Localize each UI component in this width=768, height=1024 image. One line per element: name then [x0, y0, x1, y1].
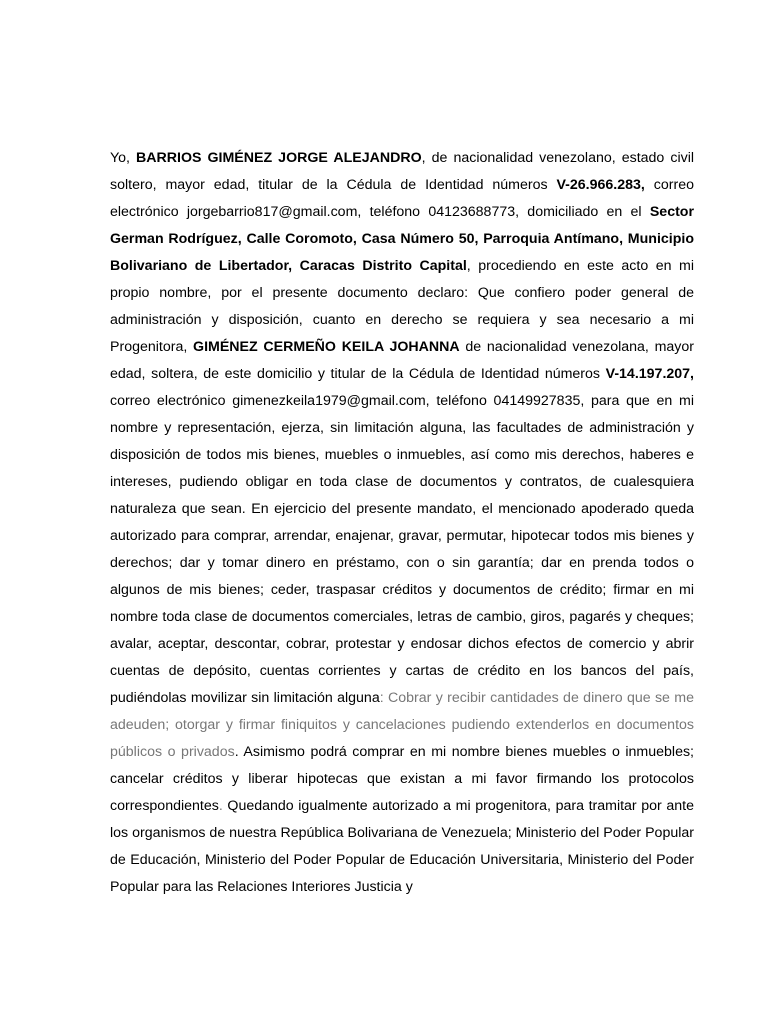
text-segment: correo electrónico jorgebarrio817@gmail.com, teléfono 04123688773, domiciliado en el — [110, 177, 694, 220]
text-segment: Yo, — [110, 150, 137, 166]
text-segment: , procediendo en este acto en mi propio nombre, por el presente documento declaro: Que confiero poder general de administración y disposición, cuanto en derecho se requiera y sea necesario a mi Progenitora, — [110, 258, 694, 355]
attorney-id-number: V-14.197.207, — [605, 366, 694, 382]
grantor-name: BARRIOS GIMÉNEZ JORGE ALEJANDRO — [136, 150, 422, 166]
grantor-id-number: V-26.966.283, — [556, 177, 645, 193]
text-segment: Quedando igualmente autorizado a mi progenitora, para tramitar por ante los organismos de nuestra República Bolivariana de Venezuela; Ministerio del Poder Popular de Educación, Ministerio del Poder Popular de Educación Universitaria, Ministerio del Poder Popular para las Relaciones Interiores Justicia y — [110, 798, 694, 895]
text-segment: . Asimismo podrá comprar en mi nombre bienes muebles o inmuebles; cancelar créditos y liberar hipotecas que existan a mi favor firmando los protocolos correspondientes — [110, 744, 694, 814]
grantor-address: Sector German Rodríguez, Calle Coromoto, Casa Número 50, Parroquia Antímano, Municipio Bolivariano de Libertador, Caracas Distrito Capital — [110, 204, 694, 274]
gray-text-segment: . — [218, 798, 223, 814]
text-segment: , de nacionalidad venezolano, estado civil soltero, mayor edad, titular de la Cédula de Identidad números — [110, 150, 695, 193]
attorney-name: GIMÉNEZ CERMEÑO KEILA JOHANNA — [193, 339, 460, 355]
document-body — [110, 145, 694, 901]
text-segment: de nacionalidad venezolana, mayor edad, soltera, de este domicilio y titular de la Cédula de Identidad números — [110, 339, 695, 382]
text-segment: correo electrónico gimenezkeila1979@gmail.com, teléfono 04149927835, para que en mi nombre y representación, ejerza, sin limitación alguna, las facultades de administración y disposición de todos mis bienes, muebles o inmuebles, así como mis derechos, haberes e intereses, pudiendo obligar en toda clase de documentos y contratos, de cualesquiera naturaleza que sean. En ejercicio del presente mandato, el mencionado apoderado queda autorizado para comprar, arrendar, enajenar, gravar, permutar, hipotecar todos mis bienes y derechos; dar y tomar dinero en préstamo, con o sin garantía; dar en prenda todos o algunos de mis bienes; ceder, traspasar créditos y documentos de crédito; firmar en mi nombre toda clase de documentos comerciales, letras de cambio, giros, pagarés y cheques; avalar, aceptar, descontar, cobrar, protestar y endosar dichos efectos de comercio y abrir cuentas de depósito, cuentas corrientes y cartas de crédito en los bancos del país, pudiéndolas movilizar sin limitación alguna — [110, 393, 694, 706]
gray-text-segment: : Cobrar y recibir cantidades de dinero que se me adeuden; otorgar y firmar finiquitos y cancelaciones pudiendo extenderlos en documentos públicos o privados — [110, 690, 694, 760]
